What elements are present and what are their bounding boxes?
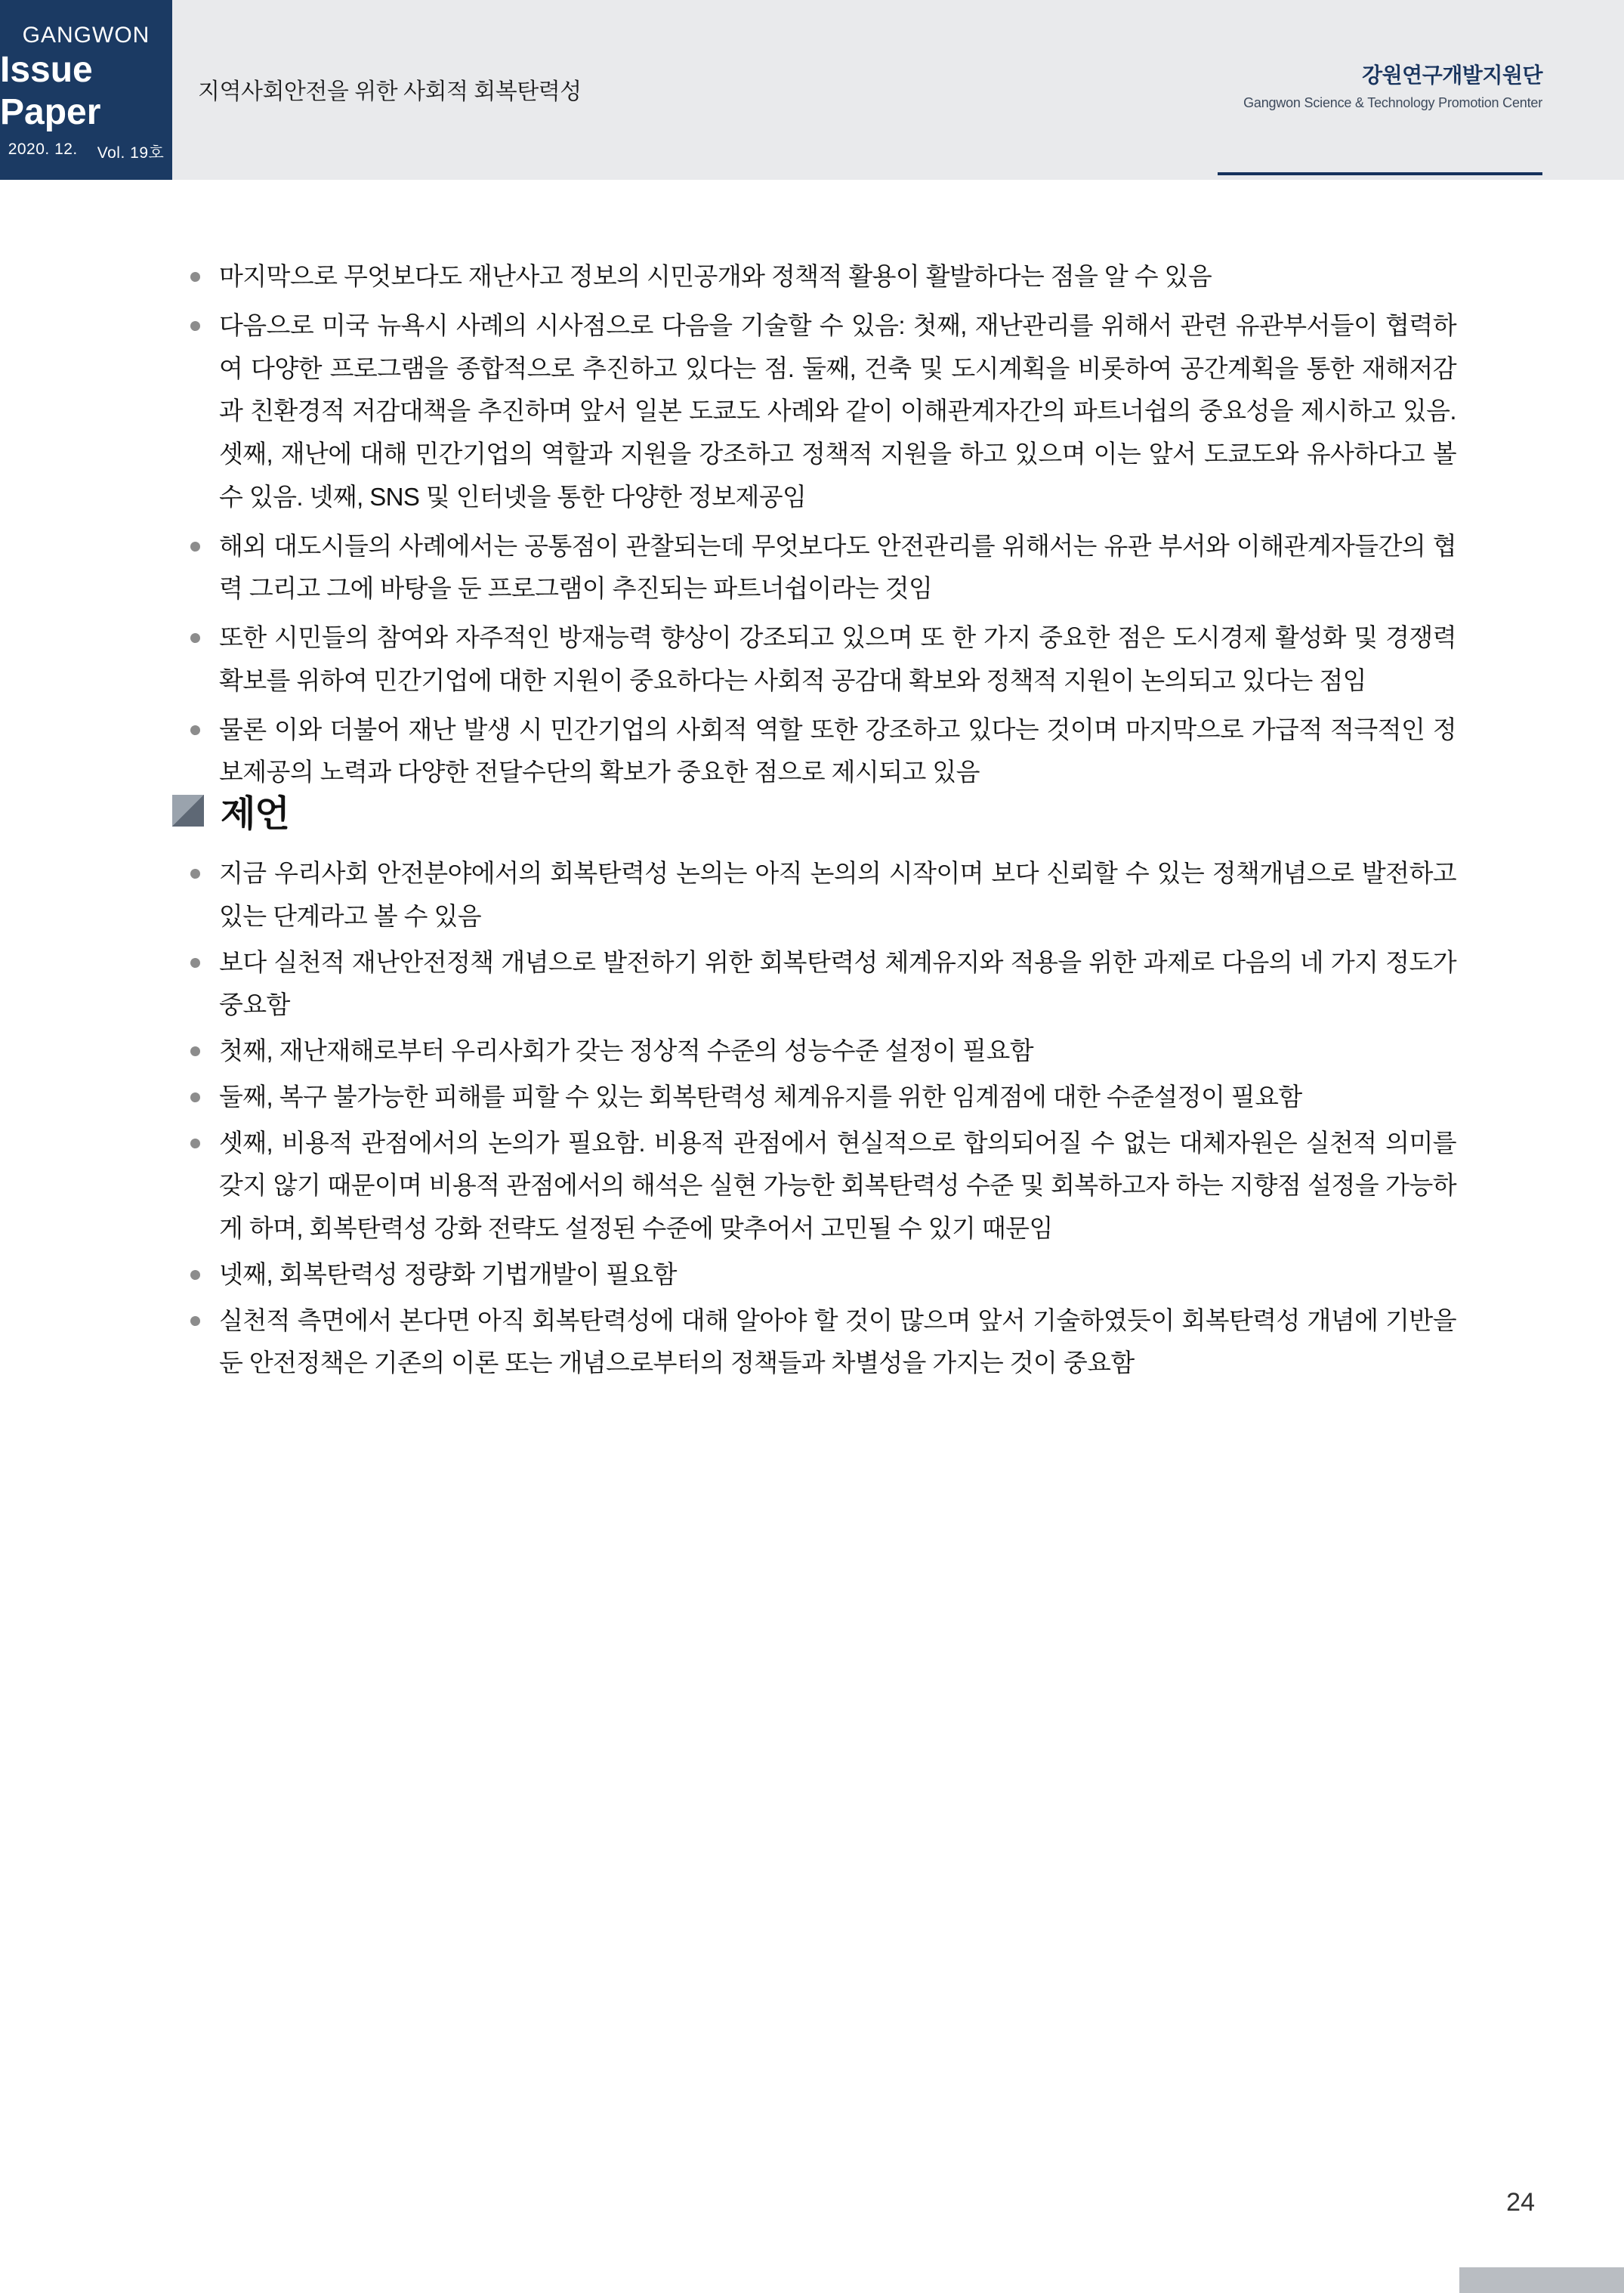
list-item: 보다 실천적 재난안전정책 개념으로 발전하기 위한 회복탄력성 체계유지와 적용을 위한 과제로 다음의 네 가지 정도가 중요함 bbox=[172, 941, 1456, 1028]
list-item: 첫째, 재난재해로부터 우리사회가 갖는 정상적 수준의 성능수준 설정이 필요함 bbox=[172, 1030, 1456, 1073]
page-number: 24 bbox=[1506, 2188, 1535, 2217]
list-item: 다음으로 미국 뉴욕시 사례의 시사점으로 다음을 기술할 수 있음: 첫째, 재난관리를 위해서 관련 유관부서들이 협력하여 다양한 프로그램을 종합적으로 추진하고 있다는 점. 둘째, 건축 및 도시계획을 비롯하여 공간계획을 통한 재해저감과 친환경적 저감대책을 추진하며 앞서 일본 도쿄도 사례와 같이 이해관계자간의 파트너쉽의 중요성을 제시하고 있음. 셋째, 재난에 대해 민간기업의 역할과 지원을 강조하고 정책적 지원을 하고 있으며 이는 앞서 도쿄도와 유사하다고 볼 수 있음. 넷째, SNS 및 인터넷을 통한 다양한 정보제공임 bbox=[172, 304, 1456, 519]
list-item: 실천적 측면에서 본다면 아직 회복탄력성에 대해 알아야 할 것이 많으며 앞서 기술하였듯이 회복탄력성 개념에 기반을 둔 안전정책은 기존의 이론 또는 개념으로부터의 정책들과 차별성을 가지는 것이 중요함 bbox=[172, 1299, 1456, 1386]
section-title: 제언 bbox=[221, 794, 289, 834]
list-item: 셋째, 비용적 관점에서의 논의가 필요함. 비용적 관점에서 현실적으로 합의되어질 수 없는 대체자원은 실천적 의미를 갖지 않기 때문이며 비용적 관점에서의 해석은 실현 가능한 회복탄력성 수준 및 회복하고자 하는 지향점 설정을 가능하게 하며, 회복탄력성 강화 전략도 설정된 수준에 맞추어서 고민될 수 있기 때문임 bbox=[172, 1122, 1456, 1250]
list-item: 물론 이와 더불어 재난 발생 시 민간기업의 사회적 역할 또한 강조하고 있다는 것이며 마지막으로 가급적 적극적인 정보제공의 노력과 다양한 전달수단의 확보가 중요한 점으로 제시되고 있음 bbox=[172, 709, 1456, 795]
issue-paper-logo bbox=[0, 0, 172, 180]
top-bullet-list bbox=[172, 255, 1456, 800]
page-header bbox=[0, 0, 1624, 180]
publisher-name-en: Gangwon Science & Technology Promotion Center bbox=[1243, 95, 1542, 110]
list-item: 지금 우리사회 안전분야에서의 회복탄력성 논의는 아직 논의의 시작이며 보다 신뢰할 수 있는 정책개념으로 발전하고 있는 단계라고 볼 수 있음 bbox=[172, 852, 1456, 938]
footer-accent-bar bbox=[1459, 2267, 1624, 2293]
list-item: 또한 시민들의 참여와 자주적인 방재능력 향상이 강조되고 있으며 또 한 가지 중요한 점은 도시경제 활성화 및 경쟁력 확보를 위하여 민간기업에 대한 지원이 중요하다는 사회적 공감대 확보와 정책적 지원이 논의되고 있다는 점임 bbox=[172, 617, 1456, 703]
logo-date: 2020. 12. bbox=[8, 140, 78, 158]
header-divider bbox=[1218, 172, 1542, 175]
logo-volume: Vol. 19호 bbox=[97, 144, 165, 162]
publisher-name-kr: 강원연구개발지원단 bbox=[1362, 63, 1542, 87]
publisher-block bbox=[1243, 59, 1542, 111]
logo-brand-gangwon: GANGWON bbox=[22, 23, 150, 48]
list-item: 해외 대도시들의 사례에서는 공통점이 관찰되는데 무엇보다도 안전관리를 위해서는 유관 부서와 이해관계자들간의 협력 그리고 그에 바탕을 둔 프로그램이 추진되는 파트너쉽이라는 것임 bbox=[172, 525, 1456, 611]
list-item: 마지막으로 무엇보다도 재난사고 정보의 시민공개와 정책적 활용이 활발하다는 점을 알 수 있음 bbox=[172, 255, 1456, 298]
square-gradient-icon bbox=[172, 795, 204, 827]
list-item: 넷째, 회복탄력성 정량화 기법개발이 필요함 bbox=[172, 1253, 1456, 1296]
logo-meta bbox=[8, 141, 165, 163]
document-title: 지역사회안전을 위한 사회적 회복탄력성 bbox=[198, 79, 582, 104]
section-heading bbox=[172, 784, 289, 836]
bottom-bullet-list bbox=[172, 852, 1456, 1388]
logo-brand-issue-paper: Issue Paper bbox=[0, 50, 101, 132]
list-item: 둘째, 복구 불가능한 피해를 피할 수 있는 회복탄력성 체계유지를 위한 임계점에 대한 수준설정이 필요함 bbox=[172, 1076, 1456, 1119]
